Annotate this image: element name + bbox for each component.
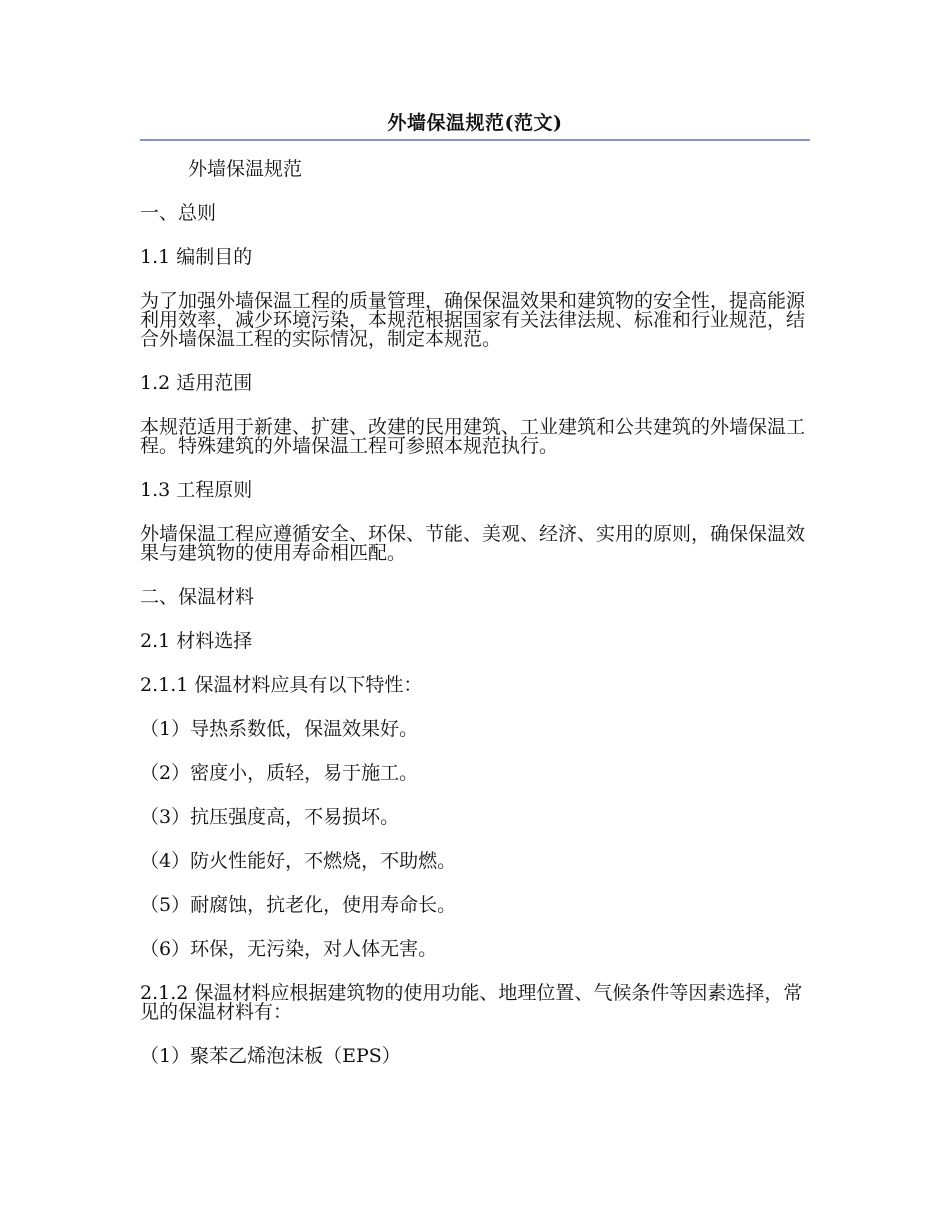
clause: 2.1.2 保温材料应根据建筑物的使用功能、地理位置、气候条件等因素选择，常见的保温材料有： xyxy=(140,982,803,1023)
list-item: （5）耐腐蚀，抗老化，使用寿命长。 xyxy=(140,894,457,916)
section-heading: 一、总则 xyxy=(140,202,217,224)
paragraph: 为了加强外墙保温工程的质量管理，确保保温效果和建筑物的安全性，提高能源利用效率，减少环境污染，本规范根据国家有关法律法规、标准和行业规范，结合外墙保温工程的实际情况，制定本规范。 xyxy=(140,290,806,350)
subsection-heading: 1.3 工程原则 xyxy=(140,479,253,501)
list-item: （1）导热系数低，保温效果好。 xyxy=(140,718,419,740)
document-page xyxy=(140,0,810,1230)
subsection-heading: 1.2 适用范围 xyxy=(140,372,253,394)
list-item: （6）环保，无污染，对人体无害。 xyxy=(140,938,438,960)
list-item: （4）防火性能好，不燃烧，不助燃。 xyxy=(140,850,457,872)
section-heading: 二、保温材料 xyxy=(140,586,255,608)
subsection-heading: 2.1 材料选择 xyxy=(140,630,253,652)
paragraph: 本规范适用于新建、扩建、改建的民用建筑、工业建筑和公共建筑的外墙保温工程。特殊建筑的外墙保温工程可参照本规范执行。 xyxy=(140,416,806,457)
clause: 2.1.1 保温材料应具有以下特性： xyxy=(140,674,423,696)
list-item: （3）抗压强度高，不易损坏。 xyxy=(140,806,400,828)
list-item: （1）聚苯乙烯泡沫板（EPS） xyxy=(140,1045,401,1067)
title-underline xyxy=(140,139,810,141)
subtitle: 外墙保温规范 xyxy=(188,158,303,180)
document-body xyxy=(140,160,810,1091)
subsection-heading: 1.1 编制目的 xyxy=(140,246,253,268)
document-title: 外墙保温规范(范文) xyxy=(387,112,563,134)
paragraph: 外墙保温工程应遵循安全、环保、节能、美观、经济、实用的原则，确保保温效果与建筑物的使用寿命相匹配。 xyxy=(140,523,806,564)
list-item: （2）密度小，质轻，易于施工。 xyxy=(140,762,419,784)
